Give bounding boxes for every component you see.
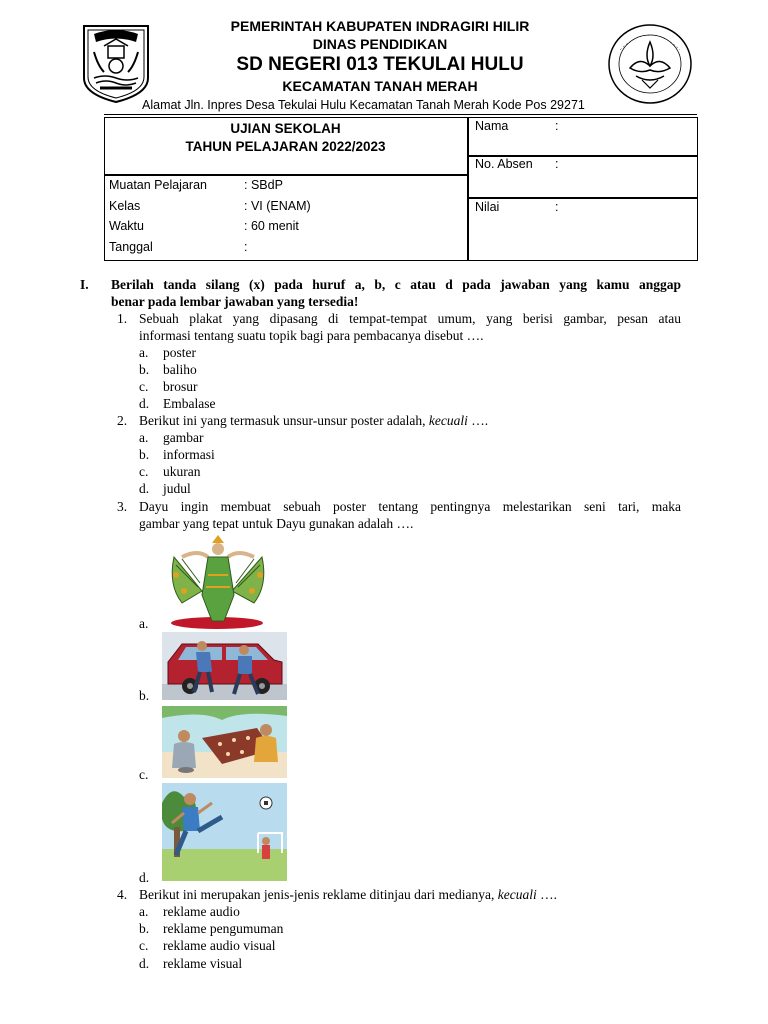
question-text: Berikut ini yang termasuk unsur-unsur poster adalah, kecuali …. xyxy=(139,413,489,428)
question-text: Dayu ingin membuat sebuah poster tentang pentingnya melestarikan seni tari, maka xyxy=(139,499,681,514)
option-letter[interactable]: c. xyxy=(139,379,149,394)
exam-title: UJIAN SEKOLAH xyxy=(230,121,341,136)
option-text[interactable]: reklame audio xyxy=(163,904,240,919)
option-text[interactable]: reklame visual xyxy=(163,956,243,971)
class-label: Kelas xyxy=(109,199,141,213)
absence-number-label: No. Absen xyxy=(475,157,533,171)
header-divider xyxy=(104,114,697,115)
option-text[interactable]: informasi xyxy=(163,447,215,462)
option-letter[interactable]: a. xyxy=(139,430,149,445)
option-text[interactable]: brosur xyxy=(163,379,198,394)
question-number: 2. xyxy=(117,413,128,428)
question-number: 4. xyxy=(117,887,128,902)
option-text[interactable]: reklame pengumuman xyxy=(163,921,284,936)
question-text: Berikut ini merupakan jenis-jenis reklame ditinjau dari medianya, kecuali …. xyxy=(139,887,557,902)
option-letter[interactable]: b. xyxy=(139,362,150,377)
date-value: : xyxy=(244,240,248,254)
women-making-batik-image[interactable] xyxy=(162,706,287,778)
people-pushing-car-image[interactable] xyxy=(162,632,287,700)
question-text: Sebuah plakat yang dipasang di tempat-tempat umum, yang berisi gambar, pesan atau xyxy=(139,311,681,326)
name-value: : xyxy=(555,119,559,133)
option-text[interactable]: poster xyxy=(163,345,196,360)
absence-number-value: : xyxy=(555,157,559,171)
instruction-line-1: Berilah tanda silang (x) pada huruf a, b, c atau d pada jawaban yang kamu anggap xyxy=(111,277,681,292)
option-letter[interactable]: b. xyxy=(139,921,150,936)
option-letter[interactable]: d. xyxy=(139,481,150,496)
exam-year: TAHUN PELAJARAN 2022/2023 xyxy=(185,139,386,154)
date-label: Tanggal xyxy=(109,240,153,254)
peacock-dancer-image[interactable] xyxy=(162,535,287,631)
district-heading: KECAMATAN TANAH MERAH xyxy=(282,78,478,94)
option-letter[interactable]: d. xyxy=(139,396,150,411)
option-text[interactable]: reklame audio visual xyxy=(163,938,276,953)
government-heading: PEMERINTAH KABUPATEN INDRAGIRI HILIR xyxy=(230,18,530,34)
option-letter[interactable]: a. xyxy=(139,345,149,360)
option-letter[interactable]: c. xyxy=(139,464,149,479)
instruction-line-2: benar pada lembar jawaban yang tersedia! xyxy=(111,294,359,309)
option-letter[interactable]: d. xyxy=(139,956,150,971)
option-text[interactable]: baliho xyxy=(163,362,197,377)
question-text: gambar yang tepat untuk Dayu gunakan adalah …. xyxy=(139,516,414,531)
option-letter[interactable]: b. xyxy=(139,447,150,462)
score-cell xyxy=(467,197,698,261)
time-value: : 60 menit xyxy=(244,219,299,233)
school-name: SD NEGERI 013 TEKULAI HULU xyxy=(236,54,524,75)
subject-value: : SBdP xyxy=(244,178,283,192)
question-number: 3. xyxy=(117,499,128,514)
class-value: : VI (ENAM) xyxy=(244,199,311,213)
time-label: Waktu xyxy=(109,219,144,233)
option-letter[interactable]: d. xyxy=(139,870,150,885)
name-label: Nama xyxy=(475,119,509,133)
section-numeral: I. xyxy=(80,277,89,292)
tut-wuri-handayani-logo xyxy=(606,22,694,106)
school-address: Alamat Jln. Inpres Desa Tekulai Hulu Kecamatan Tanah Merah Kode Pos 29271 xyxy=(142,98,585,112)
question-text: informasi tentang suatu topik bagi para pembacanya disebut …. xyxy=(139,328,484,343)
option-text[interactable]: gambar xyxy=(163,430,204,445)
option-text[interactable]: ukuran xyxy=(163,464,201,479)
score-label: Nilai xyxy=(475,200,500,214)
option-letter[interactable]: a. xyxy=(139,904,149,919)
option-letter[interactable]: b. xyxy=(139,688,150,703)
option-letter[interactable]: c. xyxy=(139,767,149,782)
regency-emblem-logo xyxy=(80,22,152,104)
option-text[interactable]: Embalase xyxy=(163,396,216,411)
option-text[interactable]: judul xyxy=(163,481,191,496)
question-number: 1. xyxy=(117,311,128,326)
option-letter[interactable]: c. xyxy=(139,938,149,953)
option-letter[interactable]: a. xyxy=(139,616,149,631)
score-value: : xyxy=(555,200,559,214)
subject-label: Muatan Pelajaran xyxy=(109,178,207,192)
department-heading: DINAS PENDIDIKAN xyxy=(312,36,448,52)
boy-kicking-ball-image[interactable] xyxy=(162,783,287,881)
